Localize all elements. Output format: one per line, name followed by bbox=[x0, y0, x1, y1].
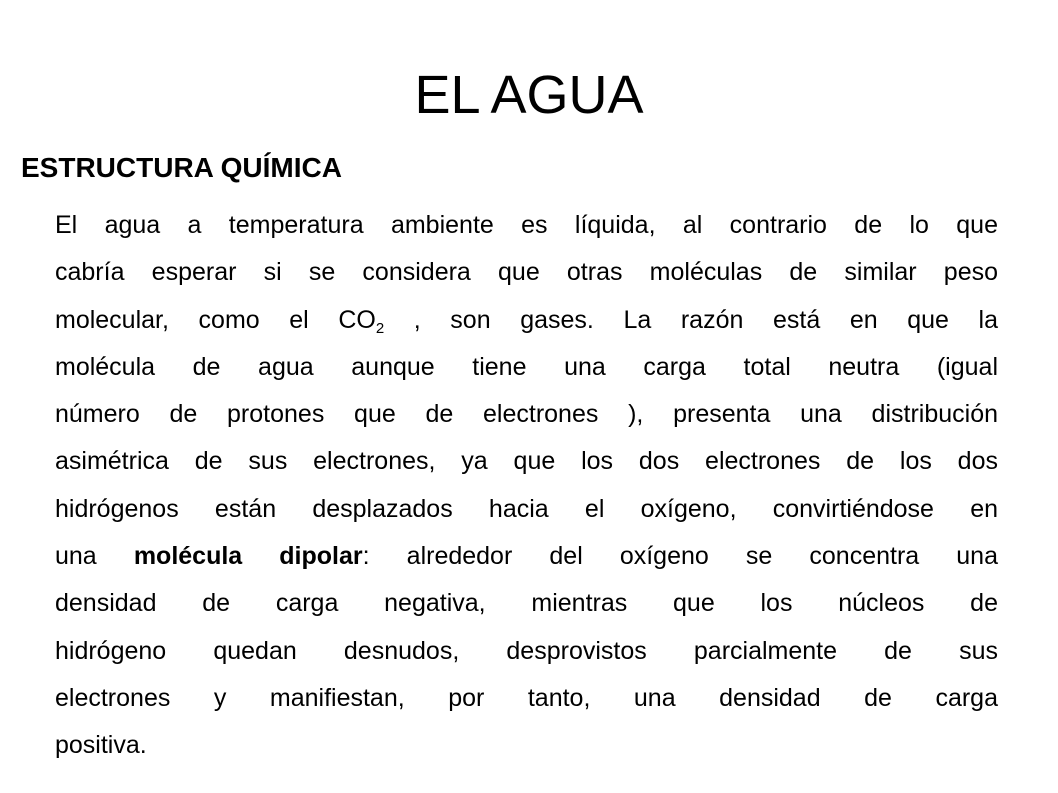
paragraph-line: asimétrica de sus electrones, ya que los dos electrones de los dos bbox=[55, 447, 998, 476]
text-run: , son gases. La razón está en que la bbox=[384, 305, 999, 334]
paragraph-line bbox=[55, 297, 998, 344]
paragraph-line bbox=[55, 533, 998, 580]
paragraph-line: El agua a temperatura ambiente es líquida, al contrario de lo que bbox=[55, 211, 998, 239]
bold-term: molécula dipolar bbox=[133, 542, 363, 571]
slide-title: EL AGUA bbox=[414, 65, 644, 125]
paragraph-line: positiva. bbox=[55, 731, 147, 760]
paragraph-line: electrones y manifiestan, por tanto, una densidad de carga bbox=[55, 683, 998, 712]
paragraph-line: densidad de carga negativa, mientras que los núcleos de bbox=[55, 589, 998, 618]
subscript: 2 bbox=[375, 319, 385, 337]
section-heading: ESTRUCTURA QUÍMICA bbox=[21, 152, 342, 183]
paragraph-line: número de protones que de electrones ), presenta una distribución bbox=[55, 400, 998, 429]
text-run: : alrededor del oxígeno se concentra una bbox=[362, 542, 998, 571]
text-run: una bbox=[55, 542, 134, 571]
paragraph-line: hidrógenos están desplazados hacia el oxígeno, convirtiéndose en bbox=[55, 494, 998, 523]
paragraph-line: molécula de agua aunque tiene una carga total neutra (igual bbox=[55, 352, 998, 381]
paragraph-line: cabría esperar si se considera que otras moléculas de similar peso bbox=[55, 258, 998, 287]
body-paragraph bbox=[55, 202, 998, 770]
text-run: molecular, como el CO bbox=[55, 305, 376, 334]
paragraph-line: hidrógeno quedan desnudos, desprovistos parcialmente de sus bbox=[55, 636, 998, 665]
